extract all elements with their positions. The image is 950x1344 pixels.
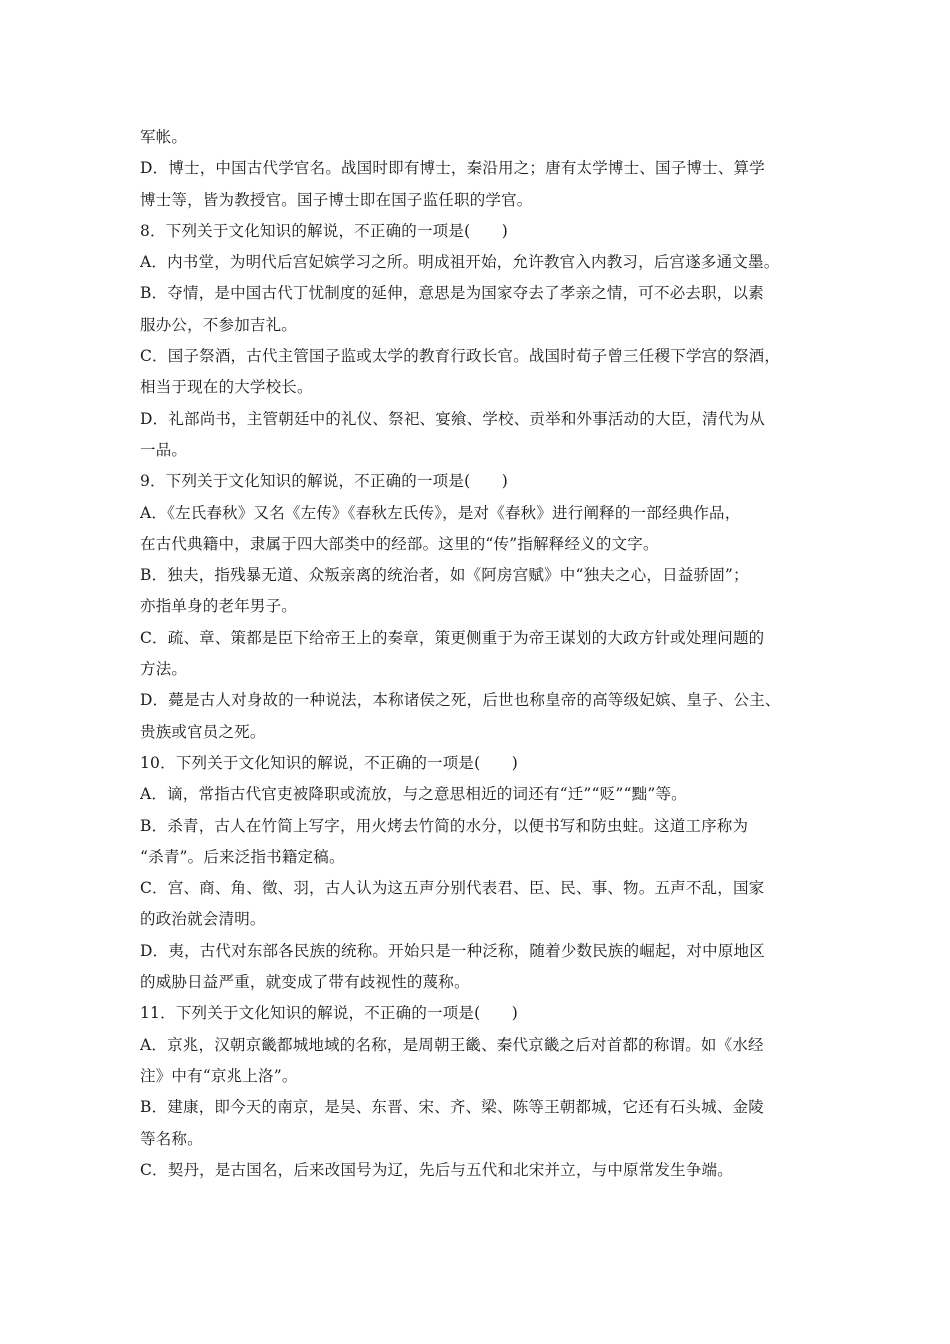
option-a-line: A．内书堂，为明代后宫妃嫔学习之所。明成祖开始，允许教官入内教习，后宫遂多通文墨。 xyxy=(140,253,780,272)
text-line: 亦指单身的老年男子。 xyxy=(140,597,298,616)
document-page xyxy=(140,122,830,1186)
text-line: 相当于现在的大学校长。 xyxy=(140,378,313,397)
text-line: 注》中有“京兆上洛”。 xyxy=(140,1066,298,1085)
option-d-line: D．夷，古代对东部各民族的统称。开始只是一种泛称，随着少数民族的崛起，对中原地区 xyxy=(140,941,765,960)
option-b-line: B．建康，即今天的南京，是吴、东晋、宋、齐、梁、陈等王朝都城，它还有石头城、金陵 xyxy=(140,1098,764,1117)
option-a-line: A．《左氏春秋》又名《左传》《春秋左氏传》，是对《春秋》进行阐释的一部经典作品， xyxy=(140,503,741,522)
option-c-line: C．国子祭酒，古代主管国子监或太学的教育行政长官。战国时荀子曾三任稷下学宫的祭酒， xyxy=(140,347,781,366)
text-line: 在古代典籍中，隶属于四大部类中的经部。这里的“传”指解释经义的文字。 xyxy=(140,534,659,553)
option-b-line: B．独夫，指残暴无道、众叛亲离的统治者，如《阿房宫赋》中“独夫之心，日益骄固”； xyxy=(140,566,749,585)
option-a-line: A．谪，常指古代官吏被降职或流放，与之意思相近的词还有“迁”“贬”“黜”等。 xyxy=(140,785,687,804)
text-line: 军帐。 xyxy=(140,128,188,146)
option-d-line: D．薨是古人对身故的一种说法，本称诸侯之死，后世也称皇帝的高等级妃嫔、皇子、公主、 xyxy=(140,691,781,710)
text-line: 方法。 xyxy=(140,660,188,679)
question-9: 9．下列关于文化知识的解说，不正确的一项是( ) xyxy=(140,472,508,491)
text-line: “杀青”。后来泛指书籍定稿。 xyxy=(140,847,345,866)
text-line: 一品。 xyxy=(140,440,188,459)
text-line: 等名称。 xyxy=(140,1129,203,1148)
question-8: 8．下列关于文化知识的解说，不正确的一项是( ) xyxy=(140,221,508,240)
text-line: 博士等，皆为教授官。国子博士即在国子监任职的学官。 xyxy=(140,190,533,209)
option-b-line: B．夺情，是中国古代丁忧制度的延伸，意思是为国家夺去了孝亲之情，可不必去职，以素 xyxy=(140,284,764,303)
option-d-line: D．礼部尚书，主管朝廷中的礼仪、祭祀、宴飨、学校、贡举和外事活动的大臣，清代为从 xyxy=(140,409,765,428)
option-b-line: B．杀青，古人在竹简上写字，用火烤去竹简的水分，以便书写和防虫蛀。这道工序称为 xyxy=(140,816,749,835)
option-a-line: A．京兆，汉朝京畿都城地域的名称，是周朝王畿、秦代京畿之后对首都的称谓。如《水经 xyxy=(140,1035,764,1054)
option-c-line: C．疏、章、策都是臣下给帝王上的奏章，策更侧重于为帝王谋划的大政方针或处理问题的 xyxy=(140,628,765,647)
text-line: 的政治就会清明。 xyxy=(140,910,266,929)
text-line: 服办公，不参加吉礼。 xyxy=(140,315,298,334)
option-c-line: C．宫、商、角、徵、羽，古人认为这五声分别代表君、臣、民、事、物。五声不乱，国家 xyxy=(140,879,765,898)
text-line: 的威胁日益严重，就变成了带有歧视性的蔑称。 xyxy=(140,973,470,992)
question-11: 11．下列关于文化知识的解说，不正确的一项是( ) xyxy=(140,1004,519,1023)
option-d-line: D．博士，中国古代学官名。战国时即有博士，秦沿用之；唐有太学博士、国子博士、算学 xyxy=(140,159,765,178)
question-10: 10．下列关于文化知识的解说，不正确的一项是( ) xyxy=(140,753,519,772)
text-line: 贵族或官员之死。 xyxy=(140,722,266,741)
option-c-line: C．契丹，是古国名，后来改国号为辽，先后与五代和北宋并立，与中原常发生争端。 xyxy=(140,1160,733,1179)
